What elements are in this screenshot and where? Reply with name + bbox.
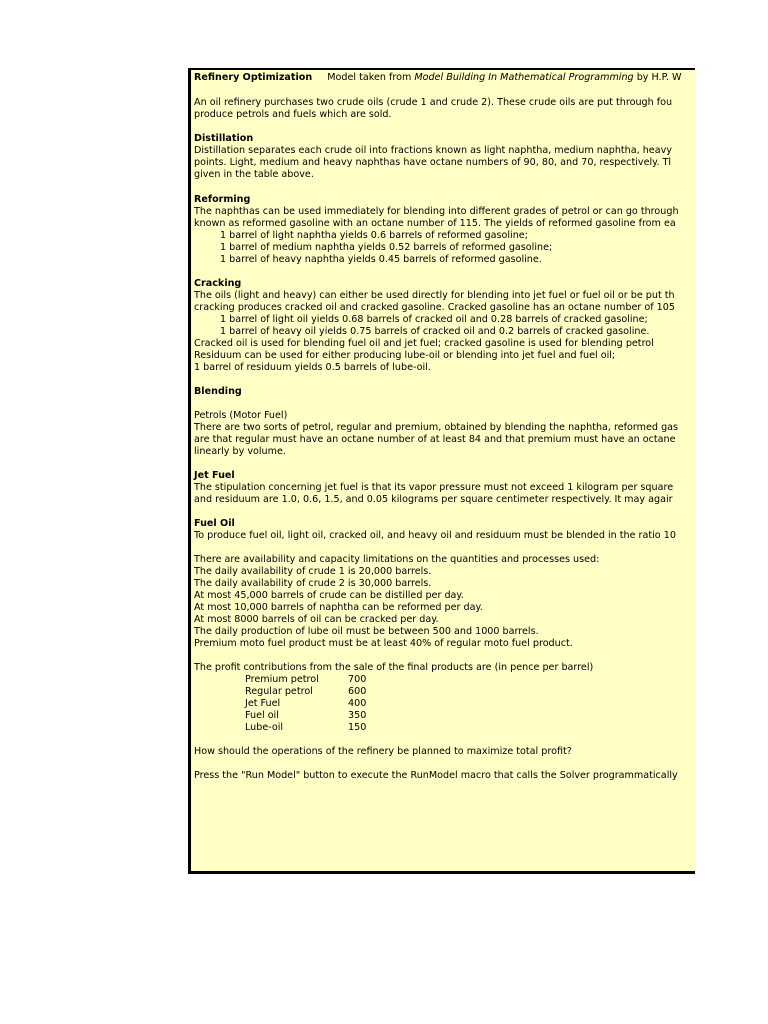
cracking-line: The oils (light and heavy) can either be used directly for blending into jet fuel or fuel oil or be put th (194, 290, 675, 301)
limits-line: The daily availability of crude 1 is 20,000 barrels. (194, 566, 432, 577)
limits-line: Premium moto fuel product must be at least 40% of regular moto fuel product. (194, 638, 573, 649)
jet-fuel-line: The stipulation concerning jet fuel is that its vapor pressure must not exceed 1 kilogram per square (194, 482, 674, 493)
limits-line: At most 45,000 barrels of crude can be distilled per day. (194, 590, 464, 601)
cracking-yield: 1 barrel of heavy oil yields 0.75 barrels of cracked oil and 0.2 barrels of cracked gasoline. (220, 326, 650, 337)
cracking-heading: Cracking (194, 278, 242, 289)
cracking-note: Cracked oil is used for blending fuel oil and jet fuel; cracked gasoline is used for blending petrol (194, 338, 654, 349)
distillation-heading: Distillation (194, 133, 254, 144)
question-text: How should the operations of the refinery be planned to maximize total profit? (194, 746, 572, 757)
limits-line: The daily production of lube oil must be between 500 and 1000 barrels. (194, 626, 539, 637)
profit-intro: The profit contributions from the sale of the final products are (in pence per barrel) (194, 662, 594, 673)
limits-line: At most 10,000 barrels of naphtha can be reformed per day. (194, 602, 483, 613)
reforming-line: The naphthas can be used immediately for blending into different grades of petrol or can go through (194, 206, 679, 217)
jet-fuel-line: and residuum are 1.0, 0.6, 1.5, and 0.05 kilograms per square centimeter respectively. It may agair (194, 494, 673, 505)
reforming-heading: Reforming (194, 194, 251, 205)
source-prefix: Model taken from (327, 72, 415, 83)
distillation-line: Distillation separates each crude oil into fractions known as light naphtha, medium naphtha, heavy (194, 145, 672, 156)
blending-subheading: Petrols (Motor Fuel) (194, 410, 288, 421)
limits-line: At most 8000 barrels of oil can be cracked per day. (194, 614, 439, 625)
cracking-note: 1 barrel of residuum yields 0.5 barrels of lube-oil. (194, 362, 431, 373)
profit-product-name: Jet Fuel (245, 698, 281, 709)
description-sheet (188, 68, 695, 874)
profit-product-name: Premium petrol (245, 674, 319, 685)
reforming-yield: 1 barrel of heavy naphtha yields 0.45 barrels of reformed gasoline. (220, 254, 542, 265)
limits-line: There are availability and capacity limitations on the quantities and processes used: (194, 554, 600, 565)
jet-fuel-heading: Jet Fuel (194, 470, 235, 481)
reforming-line: known as reformed gasoline with an octane number of 115. The yields of reformed gasoline from ea (194, 218, 676, 229)
cracking-note: Residuum can be used for either producing lube-oil or blending into jet fuel and fuel oil; (194, 350, 616, 361)
profit-product-value: 350 (348, 710, 367, 721)
profit-product-name: Regular petrol (245, 686, 313, 697)
run-model-note: Press the "Run Model" button to execute the RunModel macro that calls the Solver programmatically (194, 770, 678, 781)
profit-product-value: 150 (348, 722, 367, 733)
profit-product-value: 600 (348, 686, 367, 697)
distillation-line: points. Light, medium and heavy naphthas have octane numbers of 90, 80, and 70, respectively. Tl (194, 157, 672, 168)
cracking-line: cracking produces cracked oil and cracked gasoline. Cracked gasoline has an octane number of 105 (194, 302, 675, 313)
source-suffix: by H.P. W (633, 72, 682, 83)
profit-product-value: 700 (348, 674, 367, 685)
distillation-line: given in the table above. (194, 169, 314, 180)
blending-heading: Blending (194, 386, 242, 397)
reforming-yield: 1 barrel of light naphtha yields 0.6 barrels of reformed gasoline; (220, 230, 528, 241)
page-title: Refinery Optimization (194, 72, 313, 83)
blending-line: are that regular must have an octane number of at least 84 and that premium must have an octane (194, 434, 676, 445)
intro-line: produce petrols and fuels which are sold. (194, 109, 392, 120)
cracking-yield: 1 barrel of light oil yields 0.68 barrels of cracked oil and 0.28 barrels of cracked gasoline; (220, 314, 648, 325)
fuel-oil-heading: Fuel Oil (194, 518, 235, 529)
limits-line: The daily availability of crude 2 is 30,000 barrels. (194, 578, 432, 589)
intro-line: An oil refinery purchases two crude oils (crude 1 and crude 2). These crude oils are put through fou (194, 97, 673, 108)
profit-product-name: Fuel oil (245, 710, 279, 721)
blending-line: linearly by volume. (194, 446, 286, 457)
reforming-yield: 1 barrel of medium naphtha yields 0.52 barrels of reformed gasoline; (220, 242, 553, 253)
blending-line: There are two sorts of petrol, regular and premium, obtained by blending the naphtha, reformed gas (194, 422, 679, 433)
source-book: Model Building In Mathematical Programming (414, 72, 634, 83)
fuel-oil-line: To produce fuel oil, light oil, cracked oil, and heavy oil and residuum must be blended in the ratio 10 (194, 530, 676, 541)
header-line (194, 72, 681, 84)
profit-product-name: Lube-oil (245, 722, 284, 733)
profit-product-value: 400 (348, 698, 367, 709)
